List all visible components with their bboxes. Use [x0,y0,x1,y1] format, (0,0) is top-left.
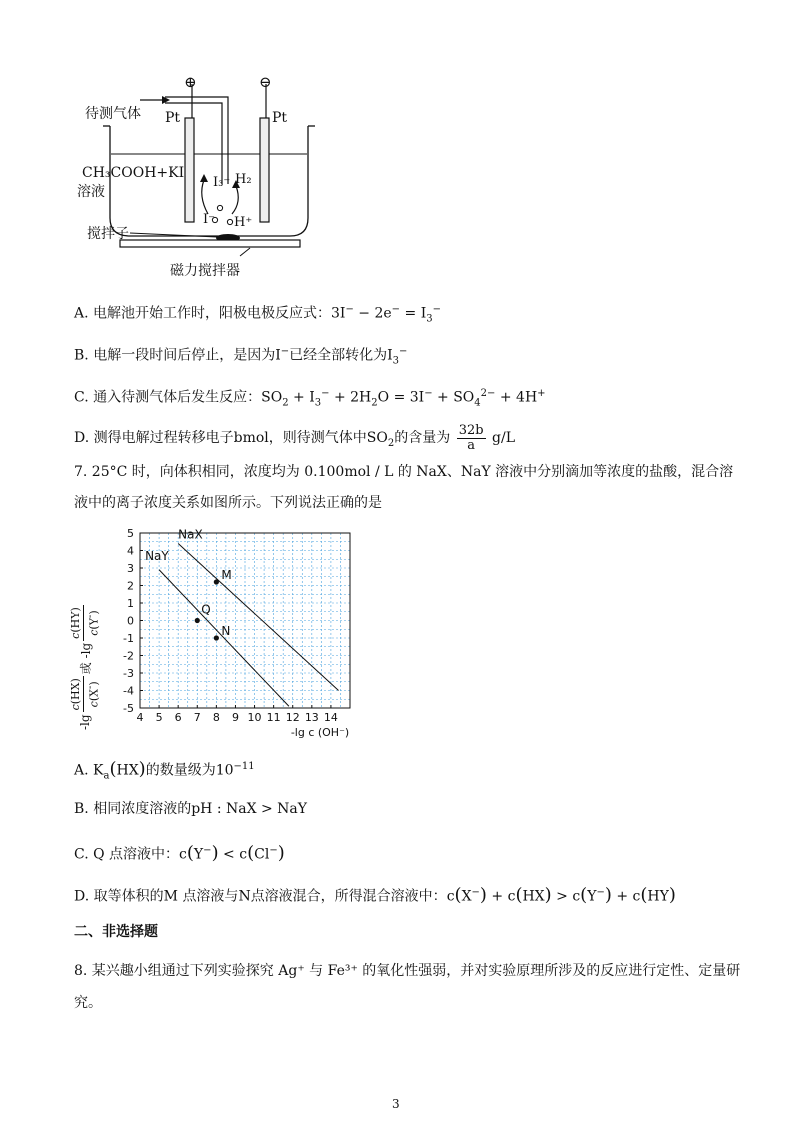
q7-option-b: B. 相同浓度溶液的pH : NaX > NaY [74,801,308,817]
y-tick-label: -5 [123,702,134,715]
pt-left-label: Pt [165,110,181,126]
pt-right-label: Pt [272,110,288,126]
x-tick-label: 12 [285,711,300,724]
q7-option-d: D. 取等体积的M 点溶液与N点溶液混合，所得混合溶液中：c(X−) + c(HX) > c(Y−) + c(HY) [74,884,676,906]
solution-label-2: 溶液 [77,184,105,200]
q7-option-c: C. Q 点溶液中：c(Y−) < c(Cl−) [74,842,285,864]
q6-option-b: B. 电解一段时间后停止，是因为I−已经全部转化为$I_3^-$ [74,346,408,367]
q8-line-1: 8. 某兴趣小组通过下列实验探究 Ag⁺ 与 Fe³⁺ 的氧化性强弱，并对实验原理所涉及的反应进行定性、定量研 [74,963,741,979]
q7-option-a: A. $K_a(HX)$的数量级为$10^{-11}$ [74,758,255,782]
point-m [214,579,219,584]
section-heading: 二、非选择题 [74,924,158,940]
chart-y-axis-label: -lg c(HX) c(X-) 或 -lg c(HY) c(Y-) [69,607,101,730]
x-tick-label: 13 [304,711,319,724]
q6-option-d: D. 测得电解过程转移电子bmol，则待测气体中$SO_2$的含量为 $\frac{32b}{a}$ g/L [74,422,516,453]
point-n [214,635,219,640]
x-axis-label: -lg c (OH⁻) [290,726,350,739]
i3-label: I₃⁻ [213,175,231,190]
cathode-sign: ⊖ [259,73,272,91]
x-tick-label: 14 [323,711,338,724]
x-tick-label: 4 [136,711,144,724]
x-tick-label: 5 [155,711,163,724]
y-tick-label: 4 [127,544,134,558]
q6-option-a: A. 电解池开始工作时，阳极电极反应式：$3I^- - 2e^- = I_3^-$ [74,304,441,325]
stirrer-label: 搅拌子 [87,226,129,242]
q7-stem-line-2: 液中的离子浓度关系如图所示。下列说法正确的是 [74,495,382,511]
y-tick-label: 0 [127,614,134,628]
y-tick-label: 1 [127,597,134,610]
x-tick-label: 6 [174,711,182,724]
ion-ratio-chart [75,523,375,748]
x-tick-label: 8 [212,711,220,724]
q8-line-2: 究。 [74,995,102,1011]
h2-label: H₂ [235,172,252,187]
y-tick-label: -2 [123,649,134,663]
point-label-n: N [221,624,231,638]
series-label-nay: NaY [145,548,169,563]
q7-stem-line-1: 7. 25°C 时，向体积相同，浓度均为 0.100mol / L 的 NaX、NaY 溶液中分别滴加等浓度的盐酸，混合溶 [74,464,734,480]
y-tick-label: -1 [123,632,134,645]
y-tick-label: 3 [127,562,134,575]
chart-grid [140,533,350,708]
y-tick-label: 5 [127,527,134,540]
point-q [195,618,200,623]
y-tick-label: -3 [123,667,134,680]
y-tick-label: -4 [123,684,134,698]
gas-label: 待测气体 [85,106,141,122]
page-number: 3 [392,1097,400,1111]
x-tick-label: 9 [231,711,239,724]
fraction-32b-over-a: $\frac{32b}{a}$ [458,422,484,453]
stirrer-device-label: 磁力搅拌器 [170,263,240,279]
point-label-m: M [221,568,232,582]
i-minus-label: I⁻ [203,212,215,227]
y-tick-label: 2 [127,579,134,593]
series-label-nax: NaX [178,527,203,542]
x-tick-label: 11 [266,711,281,724]
x-tick-label: 10 [247,711,262,724]
x-tick-label: 7 [193,711,201,724]
h-plus-label: H⁺ [234,215,253,230]
anode-sign: ⊕ [184,73,197,91]
solution-label-1: CH₃COOH+KI [82,165,185,181]
point-label-q: Q [201,602,211,617]
q6-option-c: C. 通入待测气体后发生反应：$SO_2 + I_3^- + 2H_2O = 3I^- + SO_4^{2-} + 4H^+$ [74,388,546,409]
